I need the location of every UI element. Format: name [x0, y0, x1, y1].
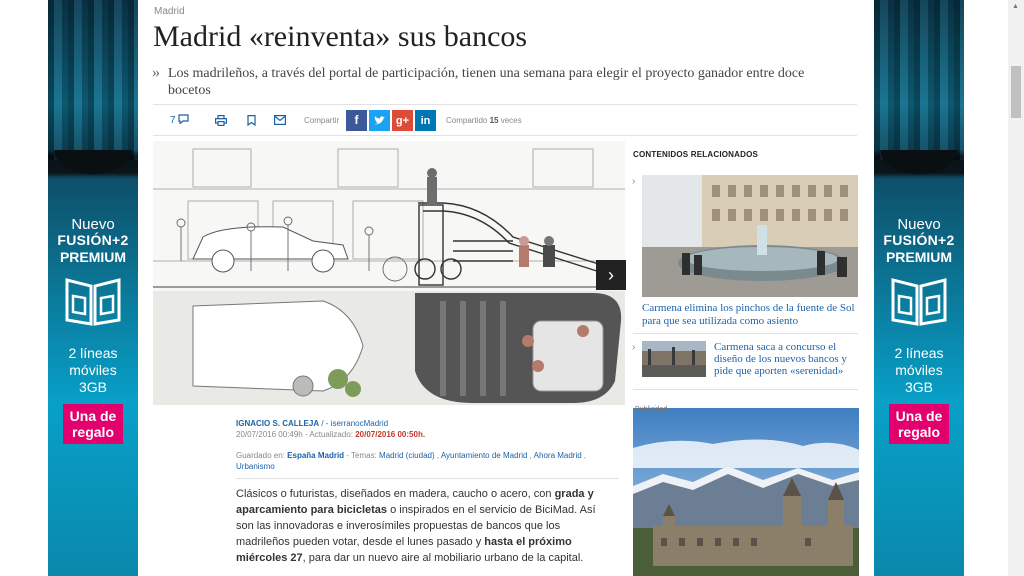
- chevron-right-icon: ›: [632, 176, 636, 187]
- comments-button[interactable]: [170, 114, 189, 126]
- ad-badge-line-2: regalo: [71, 424, 114, 440]
- updated-date: 20/07/2016 00:50h.: [355, 430, 426, 439]
- linkedin-icon: in: [420, 115, 431, 127]
- saved-in-label: Guardado en:: [236, 451, 288, 460]
- ad-line-4b: móviles: [69, 362, 117, 378]
- comments-count: 7: [170, 115, 176, 126]
- related-image-1[interactable]: [642, 175, 858, 297]
- googleplus-share-button[interactable]: [392, 110, 413, 131]
- shared-count-text: [446, 116, 522, 125]
- facebook-icon: f: [354, 113, 359, 127]
- related-separator: [633, 389, 858, 390]
- body-text-2: o inspirados en el servicio de BiciMad. Así son las innovadoras e inverosímiles propuestas de bancos que los madrileños pueden votar, desde el lunes pasado y: [236, 504, 596, 548]
- body-bold-1: grada y aparcamiento para bicicletas: [236, 488, 594, 516]
- shared-count: 15: [489, 116, 499, 125]
- related-link-1[interactable]: Carmena elimina los pinchos de la fuente de Sol para que sea utilizada como asiento: [642, 302, 855, 327]
- bench-illustration: [153, 141, 625, 405]
- ad-line-1: Nuevo: [71, 216, 115, 233]
- side-ad-left[interactable]: [48, 0, 138, 576]
- related-content-title: CONTENIDOS RELACIONADOS: [633, 150, 759, 159]
- advertisement-label: Publicidad: [635, 406, 668, 413]
- ad-line-3: PREMIUM: [885, 249, 953, 265]
- ad-line-3: PREMIUM: [59, 249, 127, 265]
- ad-line-4a: 2 líneas: [894, 345, 944, 361]
- bookmark-icon: [247, 115, 256, 126]
- plaza-photo: [642, 341, 706, 377]
- ad-line-4a: 2 líneas: [68, 345, 118, 361]
- ad-line-1: Nuevo: [897, 216, 941, 233]
- googleplus-icon: g+: [395, 115, 410, 127]
- topics-label: - Temas:: [344, 451, 380, 460]
- subtitle-text: Los madrileños, a través del portal de participación, tienen una semana para elegir el proyecto ganador entre doce bocetos: [168, 66, 805, 98]
- ad-badge[interactable]: [63, 404, 123, 444]
- chevron-right-icon: ›: [632, 342, 636, 353]
- double-chevron-icon: »: [152, 64, 160, 81]
- article-subtitle: [152, 65, 842, 99]
- article-hero-image[interactable]: [153, 141, 625, 405]
- page-title: Madrid «reinventa» sus bancos: [153, 20, 528, 53]
- share-label: Compartir: [304, 116, 340, 125]
- side-ad-right[interactable]: [874, 0, 964, 576]
- related-link-2[interactable]: Carmena saca a concurso el diseño de los nuevos bancos y pide que aporten «serenidad»: [714, 341, 847, 377]
- main-column: [138, 0, 874, 576]
- publish-date: 20/07/2016 00:49h: [236, 430, 303, 439]
- logo-icon: [889, 276, 949, 328]
- ad-line-4: [874, 345, 964, 396]
- related-image-2[interactable]: [642, 341, 706, 377]
- shared-suffix: veces: [500, 116, 522, 125]
- topic-link[interactable]: Urbanismo: [236, 462, 275, 471]
- ad-line-4b: móviles: [895, 362, 943, 378]
- ad-line-4c: 3GB: [904, 379, 933, 395]
- ad-line-4: [48, 345, 138, 396]
- ad-valance: [48, 150, 138, 178]
- scroll-up-icon[interactable]: ▲: [1012, 3, 1019, 10]
- ad-valance: [874, 150, 964, 178]
- topic-link[interactable]: Ayuntamiento de Madrid: [440, 451, 528, 460]
- monastery-ad-photo: [633, 408, 859, 576]
- byline: [236, 418, 626, 472]
- author-separator: / -: [319, 419, 331, 428]
- ad-line-4c: 3GB: [78, 379, 107, 395]
- byline-divider: [236, 478, 619, 479]
- ad-curtain: [874, 0, 964, 160]
- ad-badge-line-1: Una de: [69, 408, 117, 424]
- topic-link[interactable]: Ahora Madrid: [533, 451, 582, 460]
- twitter-icon: [369, 110, 390, 131]
- bookmark-button[interactable]: [247, 115, 256, 126]
- ad-line-2: FUSIÓN+2: [57, 232, 129, 248]
- shared-prefix: Compartido: [446, 116, 488, 125]
- topic-link[interactable]: Madrid (ciudad): [379, 451, 435, 460]
- updated-label: - Actualizado:: [302, 430, 356, 439]
- comment-icon: [178, 114, 189, 124]
- print-icon: [215, 115, 227, 126]
- author-link[interactable]: IGNACIO S. CALLEJA: [236, 419, 320, 428]
- scrollbar-thumb[interactable]: [1011, 66, 1021, 118]
- sol-fountain-photo: [642, 175, 858, 297]
- advertisement-image[interactable]: [633, 408, 859, 576]
- logo-icon: [63, 276, 123, 328]
- article-body: [236, 486, 616, 566]
- chevron-right-icon: ›: [608, 265, 614, 285]
- print-button[interactable]: [215, 115, 227, 126]
- ad-badge-line-1: Una de: [895, 408, 943, 424]
- body-text-3: , para dar un nuevo aire al mobiliario urbano de la capital.: [302, 552, 584, 564]
- ad-badge-line-2: regalo: [897, 424, 940, 440]
- share-toolbar: [153, 104, 857, 136]
- body-text-1: Clásicos o futuristas, diseñados en madera, caucho o acero, con: [236, 488, 555, 500]
- tags-line: Guardado en: España Madrid - Temas: Madrid (ciudad) , Ayuntamiento de Madrid , Ahora Madrid , Urbanismo: [236, 451, 587, 471]
- saved-in-link[interactable]: España Madrid: [287, 451, 345, 460]
- ad-badge[interactable]: [889, 404, 949, 444]
- section-label[interactable]: Madrid: [154, 6, 185, 17]
- email-icon: [274, 115, 286, 125]
- email-button[interactable]: [274, 115, 286, 125]
- linkedin-share-button[interactable]: [415, 110, 436, 131]
- facebook-share-button[interactable]: [346, 110, 367, 131]
- twitter-handle-link[interactable]: iserranocMadrid: [330, 419, 389, 428]
- related-separator: [633, 333, 858, 334]
- twitter-share-button[interactable]: [369, 110, 390, 131]
- next-image-button[interactable]: [596, 260, 626, 290]
- body-bold-2: hasta el próximo miércoles 27: [236, 536, 572, 564]
- ad-line-2: FUSIÓN+2: [883, 232, 955, 248]
- ad-curtain: [48, 0, 138, 160]
